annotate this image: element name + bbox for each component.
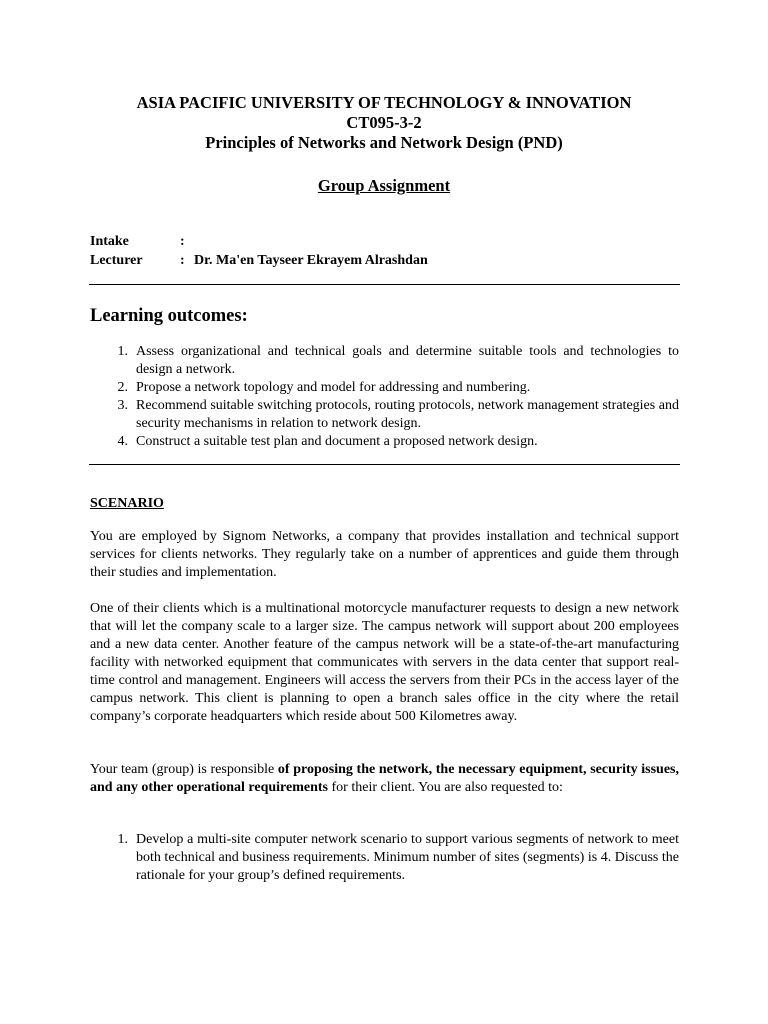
assignment-title bbox=[0, 176, 768, 196]
divider-bottom bbox=[89, 464, 680, 465]
requirements-list bbox=[90, 831, 679, 885]
scenario-paragraph-2: One of their clients which is a multinational motorcycle manufacturer requests to design a new network that will let the company scale to a larger size. The campus network will support about 200 employees and a new data center. Another feature of the campus network will be a state-of-the-art manufacturing facility with networked equipment that communicates with servers in the data center that support real-time control and management. Engineers will access the servers from their PCs in the access layer of the campus network. This client is planning to open a branch sales office in the city where the retail company’s corporate headquarters which reside about 500 Kilometres away. bbox=[90, 601, 679, 724]
course-code: CT095-3-2 bbox=[346, 113, 422, 132]
assignment-title-text: Group Assignment bbox=[317, 176, 451, 195]
list-item-number: 2. bbox=[117, 380, 128, 395]
list-item bbox=[90, 379, 679, 397]
intake-label: Intake bbox=[90, 234, 129, 249]
scenario-heading: SCENARIO bbox=[90, 496, 164, 511]
list-item bbox=[90, 831, 679, 885]
list-item bbox=[90, 343, 679, 379]
intake-row bbox=[90, 232, 428, 251]
paragraph-3-start: Your team (group) is responsible bbox=[90, 762, 278, 777]
learning-outcomes-list bbox=[90, 343, 679, 451]
lecturer-value: Dr. Ma'en Tayseer Ekrayem Alrashdan bbox=[194, 253, 428, 268]
list-item-text: Construct a suitable test plan and document a proposed network design. bbox=[136, 434, 538, 449]
paragraph-3-bold: of proposing the network, the necessary equipment, security issues, and any other operational requirements bbox=[90, 762, 680, 795]
intake-colon: : bbox=[180, 234, 185, 249]
course-name: Principles of Networks and Network Design (PND) bbox=[205, 133, 563, 152]
lecturer-colon: : bbox=[180, 253, 185, 268]
list-item-number: 1. bbox=[117, 832, 128, 847]
university-name: ASIA PACIFIC UNIVERSITY OF TECHNOLOGY & INNOVATION bbox=[136, 93, 632, 112]
list-item-text: Propose a network topology and model for addressing and numbering. bbox=[136, 380, 531, 395]
document-header bbox=[0, 93, 768, 153]
paragraph-3-end: for their client. You are also requested to: bbox=[328, 780, 563, 795]
list-item bbox=[90, 433, 679, 451]
list-item-text: Develop a multi-site computer network scenario to support various segments of network to meet both technical and business requirements. Minimum number of sites (segments) is 4. Discuss the rationale for your group’s defined requirements. bbox=[136, 832, 679, 883]
lecturer-label: Lecturer bbox=[90, 253, 143, 268]
list-item-number: 3. bbox=[117, 398, 128, 413]
list-item-text: Recommend suitable switching protocols, routing protocols, network management strategies and security mechanisms in relation to network design. bbox=[136, 398, 679, 431]
learning-outcomes-heading: Learning outcomes: bbox=[90, 306, 248, 326]
list-item-text: Assess organizational and technical goals and determine suitable tools and technologies to design a network. bbox=[136, 344, 679, 377]
list-item-number: 4. bbox=[117, 434, 128, 449]
lecturer-row bbox=[90, 251, 428, 270]
list-item-number: 1. bbox=[117, 344, 128, 359]
divider-top bbox=[89, 284, 680, 285]
assignment-meta bbox=[90, 232, 428, 270]
scenario-paragraph-1: You are employed by Signom Networks, a company that provides installation and technical support services for clients networks. They regularly take on a number of apprentices and guide them through their studies and implementation. bbox=[90, 529, 679, 580]
list-item bbox=[90, 397, 679, 433]
scenario-paragraph-3 bbox=[90, 761, 679, 797]
